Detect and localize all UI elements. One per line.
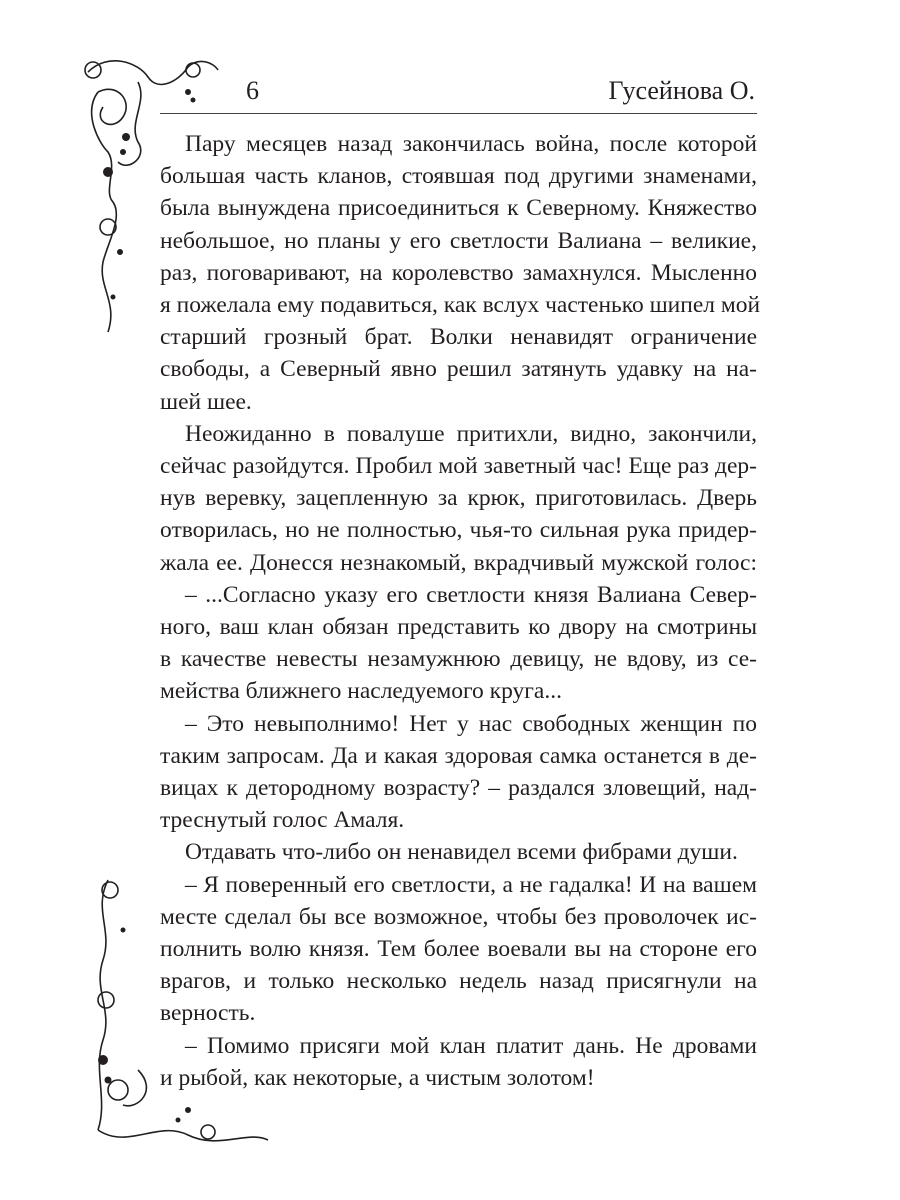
text-line: – Я поверенный его светлости, а не гадалка! И на вашем [185, 871, 757, 898]
body-text [160, 128, 761, 1094]
text-line: месте сделал бы все возможное, чтобы без проволочек ис- [160, 903, 757, 930]
text-line: и рыбой, как некоторые, а чистым золотом! [160, 1064, 595, 1091]
text-line: таким запросам. Да и какая здоровая самка останется в де- [160, 742, 757, 769]
text-line: – ...Согласно указу его светлости князя Валиана Север- [185, 581, 757, 608]
text-line: свободы, а Северный явно решил затянуть удавку на на- [160, 356, 757, 383]
text-line: верность. [160, 1000, 256, 1027]
text-line: большая часть кланов, стоявшая под другими знаменами, [160, 163, 757, 190]
text-line: раз, поговаривают, на королевство замахнулся. Мысленно [160, 259, 757, 286]
text-line: ного, ваш клан обязан представить ко двору на смотрины [160, 614, 757, 641]
text-line: небольшое, но планы у его светлости Валиана – великие, [160, 227, 757, 254]
text-line: Пару месяцев назад закончилась война, после которой [185, 131, 757, 157]
text-line: отворилась, но не полностью, чья-то сильная рука придер- [160, 517, 757, 544]
text-line: сейчас разойдутся. Пробил мой заветный час! Еще раз дер- [160, 453, 757, 480]
text-line: – Помимо присяги мой клан платит дань. Не дровами [185, 1032, 757, 1059]
running-header-author: Гусейнова О. [608, 76, 755, 105]
text-line: – Это невыполнимо! Нет у нас свободных женщин по [185, 710, 757, 737]
text-line: полнить волю князя. Тем более воевали вы на стороне его [160, 936, 757, 963]
text-line: старший грозный брат. Волки ненавидят ограничение [160, 324, 757, 351]
text-line: Отдавать что-либо он ненавидел всеми фибрами души. [185, 839, 738, 866]
text-line: была вынуждена присоединиться к Северному. Княжество [160, 195, 757, 222]
text-line: нув веревку, зацепленную за крюк, приготовилась. Дверь [160, 485, 757, 512]
text-line: я пожелала ему подавиться, как вслух частенько шипел мой [160, 292, 761, 319]
text-line: жала ее. Донесся незнакомый, вкрадчивый мужской голос: [160, 549, 757, 576]
text-line: Неожиданно в повалуше притихли, видно, закончили, [185, 420, 757, 447]
text-line: мейства ближнего наследуемого круга... [160, 678, 562, 705]
text-line: вицах к детородному возрасту? – раздался зловещий, над- [160, 775, 757, 802]
header-rule [160, 113, 757, 114]
text-line: шей шее. [160, 388, 252, 415]
page-number: 6 [246, 76, 259, 105]
text-line: в качестве невесты незамужнюю девицу, не вдову, из се- [160, 646, 757, 673]
text-line: врагов, и только несколько недель назад присягнули на [160, 968, 757, 995]
text-line: треснутый голос Амаля. [160, 807, 405, 834]
